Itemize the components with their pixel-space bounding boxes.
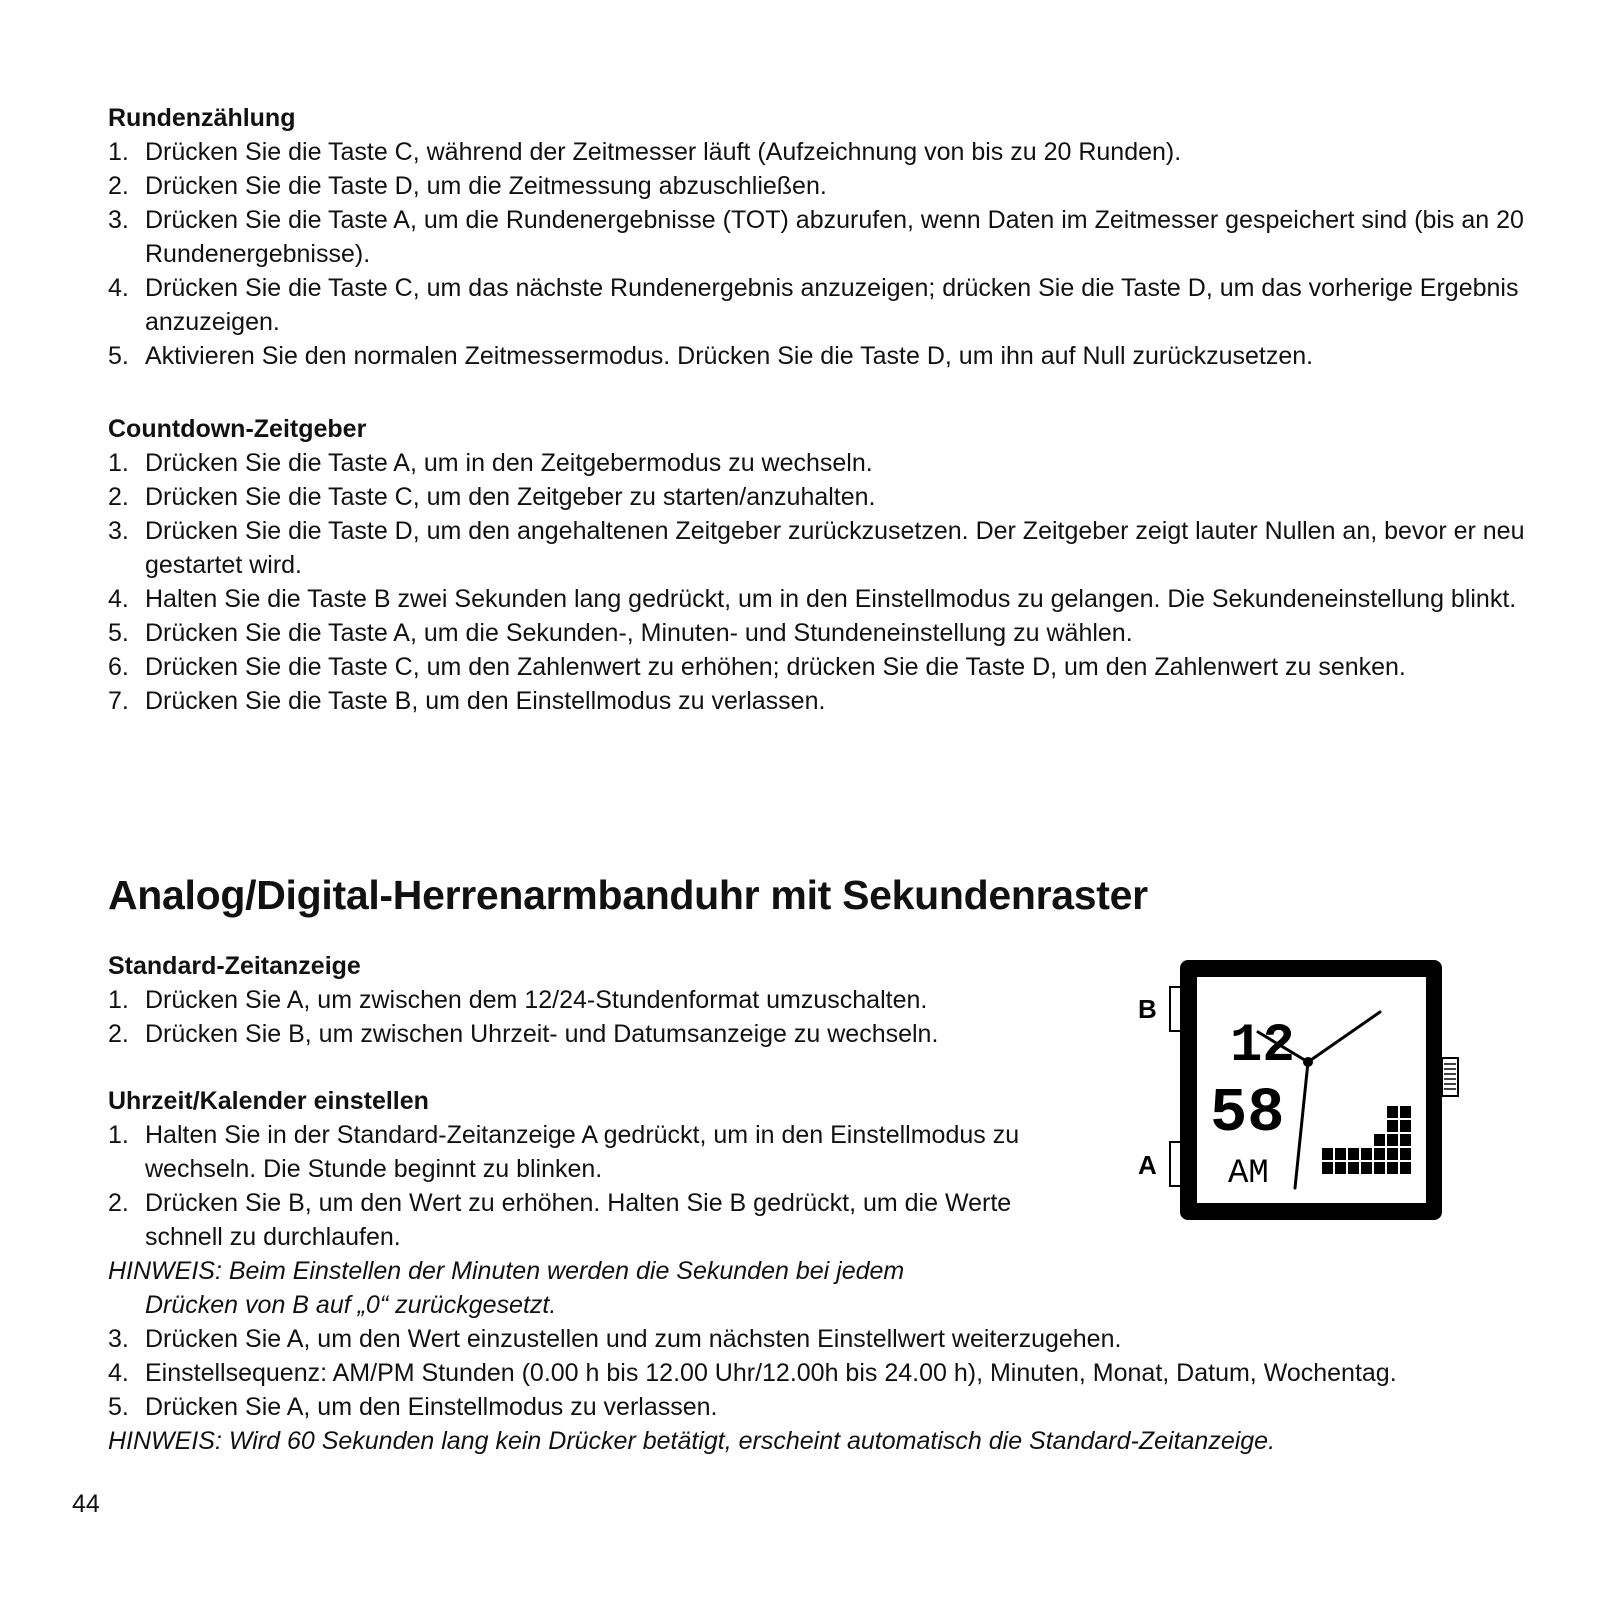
- main-heading-block: [108, 870, 1528, 920]
- list-item: 2. Drücken Sie B, um zwischen Uhrzeit- und Datumsanzeige zu wechseln.: [108, 1020, 939, 1048]
- instruction-list: [108, 1118, 1038, 1254]
- list-item: 1. Drücken Sie die Taste C, während der Zeitmesser läuft (Aufzeichnung von bis zu 20 Runden).: [108, 138, 1182, 166]
- list-item: 6. Drücken Sie die Taste C, um den Zahlenwert zu erhöhen; drücken Sie die Taste D, um den Zahlenwert zu senken.: [108, 653, 1406, 681]
- section-countdown: [108, 412, 1528, 718]
- instruction-list: [108, 446, 1528, 718]
- section-heading: Standard-Zeitanzeige: [108, 952, 361, 980]
- list-item: 1. Halten Sie in der Standard-Zeitanzeige A gedrückt, um in den Einstellmodus zu wechseln. Die Stunde beginnt zu blinken.: [108, 1121, 1020, 1183]
- instruction-list: [108, 983, 1098, 1051]
- hands-pivot: [1303, 1057, 1313, 1067]
- instruction-list: [108, 1322, 1528, 1424]
- main-heading: Analog/Digital-Herrenarmbanduhr mit Sekundenraster: [108, 872, 1148, 918]
- section-standard-zeitanzeige: [108, 949, 1098, 1051]
- section-heading: Uhrzeit/Kalender einstellen: [108, 1087, 429, 1115]
- list-item: 2. Drücken Sie die Taste C, um den Zeitgeber zu starten/anzuhalten.: [108, 483, 876, 511]
- button-b-label: B: [1138, 994, 1157, 1024]
- list-item: 5. Drücken Sie die Taste A, um die Sekunden-, Minuten- und Stundeneinstellung zu wählen.: [108, 619, 1133, 647]
- note-minutes: HINWEIS: Beim Einstellen der Minuten werden die Sekunden bei jedem Drücken von B auf „0“ zurückgesetzt.: [108, 1257, 905, 1319]
- list-item: 4. Halten Sie die Taste B zwei Sekunden lang gedrückt, um in den Einstellmodus zu gelangen. Die Sekundeneinstellung blinkt.: [108, 585, 1517, 613]
- watch-diagram: [1130, 950, 1490, 1235]
- list-item: 5. Aktivieren Sie den normalen Zeitmessermodus. Drücken Sie die Taste D, um ihn auf Null zurückzusetzen.: [108, 342, 1314, 370]
- list-item: 1. Drücken Sie A, um zwischen dem 12/24-Stundenformat umzuschalten.: [108, 986, 928, 1014]
- list-item: 3. Drücken Sie die Taste D, um den angehaltenen Zeitgeber zurückzusetzen. Der Zeitgeber zeigt lauter Nullen an, bevor er neu gestartet wird.: [108, 517, 1525, 579]
- watch-illustration: [1130, 950, 1490, 1240]
- page-number: 44: [72, 1490, 100, 1518]
- display-minute: 58: [1210, 1078, 1285, 1149]
- display-ampm: AM: [1228, 1155, 1269, 1193]
- button-a-label: A: [1138, 1150, 1157, 1180]
- section-heading: Rundenzählung: [108, 104, 296, 132]
- list-item: 3. Drücken Sie die Taste A, um die Rundenergebnisse (TOT) abzurufen, wenn Daten im Zeitmesser gespeichert sind (bis an 20 Rundenergebnisse).: [108, 206, 1524, 268]
- list-item: 2. Drücken Sie die Taste D, um die Zeitmessung abzuschließen.: [108, 172, 827, 200]
- note-timeout: HINWEIS: Wird 60 Sekunden lang kein Drücker betätigt, erscheint automatisch die Standard-Zeitanzeige.: [108, 1427, 1276, 1455]
- section-rundenzaehlung: [108, 101, 1528, 373]
- list-item: 3. Drücken Sie A, um den Wert einzustellen und zum nächsten Einstellwert weiterzugehen.: [108, 1325, 1122, 1353]
- list-item: 5. Drücken Sie A, um den Einstellmodus zu verlassen.: [108, 1393, 718, 1421]
- list-item: 7. Drücken Sie die Taste B, um den Einstellmodus zu verlassen.: [108, 687, 826, 715]
- list-item: 1. Drücken Sie die Taste A, um in den Zeitgebermodus zu wechseln.: [108, 449, 873, 477]
- section-heading: Countdown-Zeitgeber: [108, 415, 367, 443]
- list-item: 4. Einstellsequenz: AM/PM Stunden (0.00 h bis 12.00 Uhr/12.00h bis 24.00 h), Minuten, Monat, Datum, Wochentag.: [108, 1359, 1397, 1387]
- list-item: 2. Drücken Sie B, um den Wert zu erhöhen. Halten Sie B gedrückt, um die Werte schnell zu durchlaufen.: [108, 1189, 1012, 1251]
- display-hour: 12: [1230, 1016, 1295, 1077]
- instruction-list: [108, 135, 1528, 373]
- list-item: 4. Drücken Sie die Taste C, um das nächste Rundenergebnis anzuzeigen; drücken Sie die Taste D, um das vorherige Ergebnis anzuzeigen.: [108, 274, 1519, 336]
